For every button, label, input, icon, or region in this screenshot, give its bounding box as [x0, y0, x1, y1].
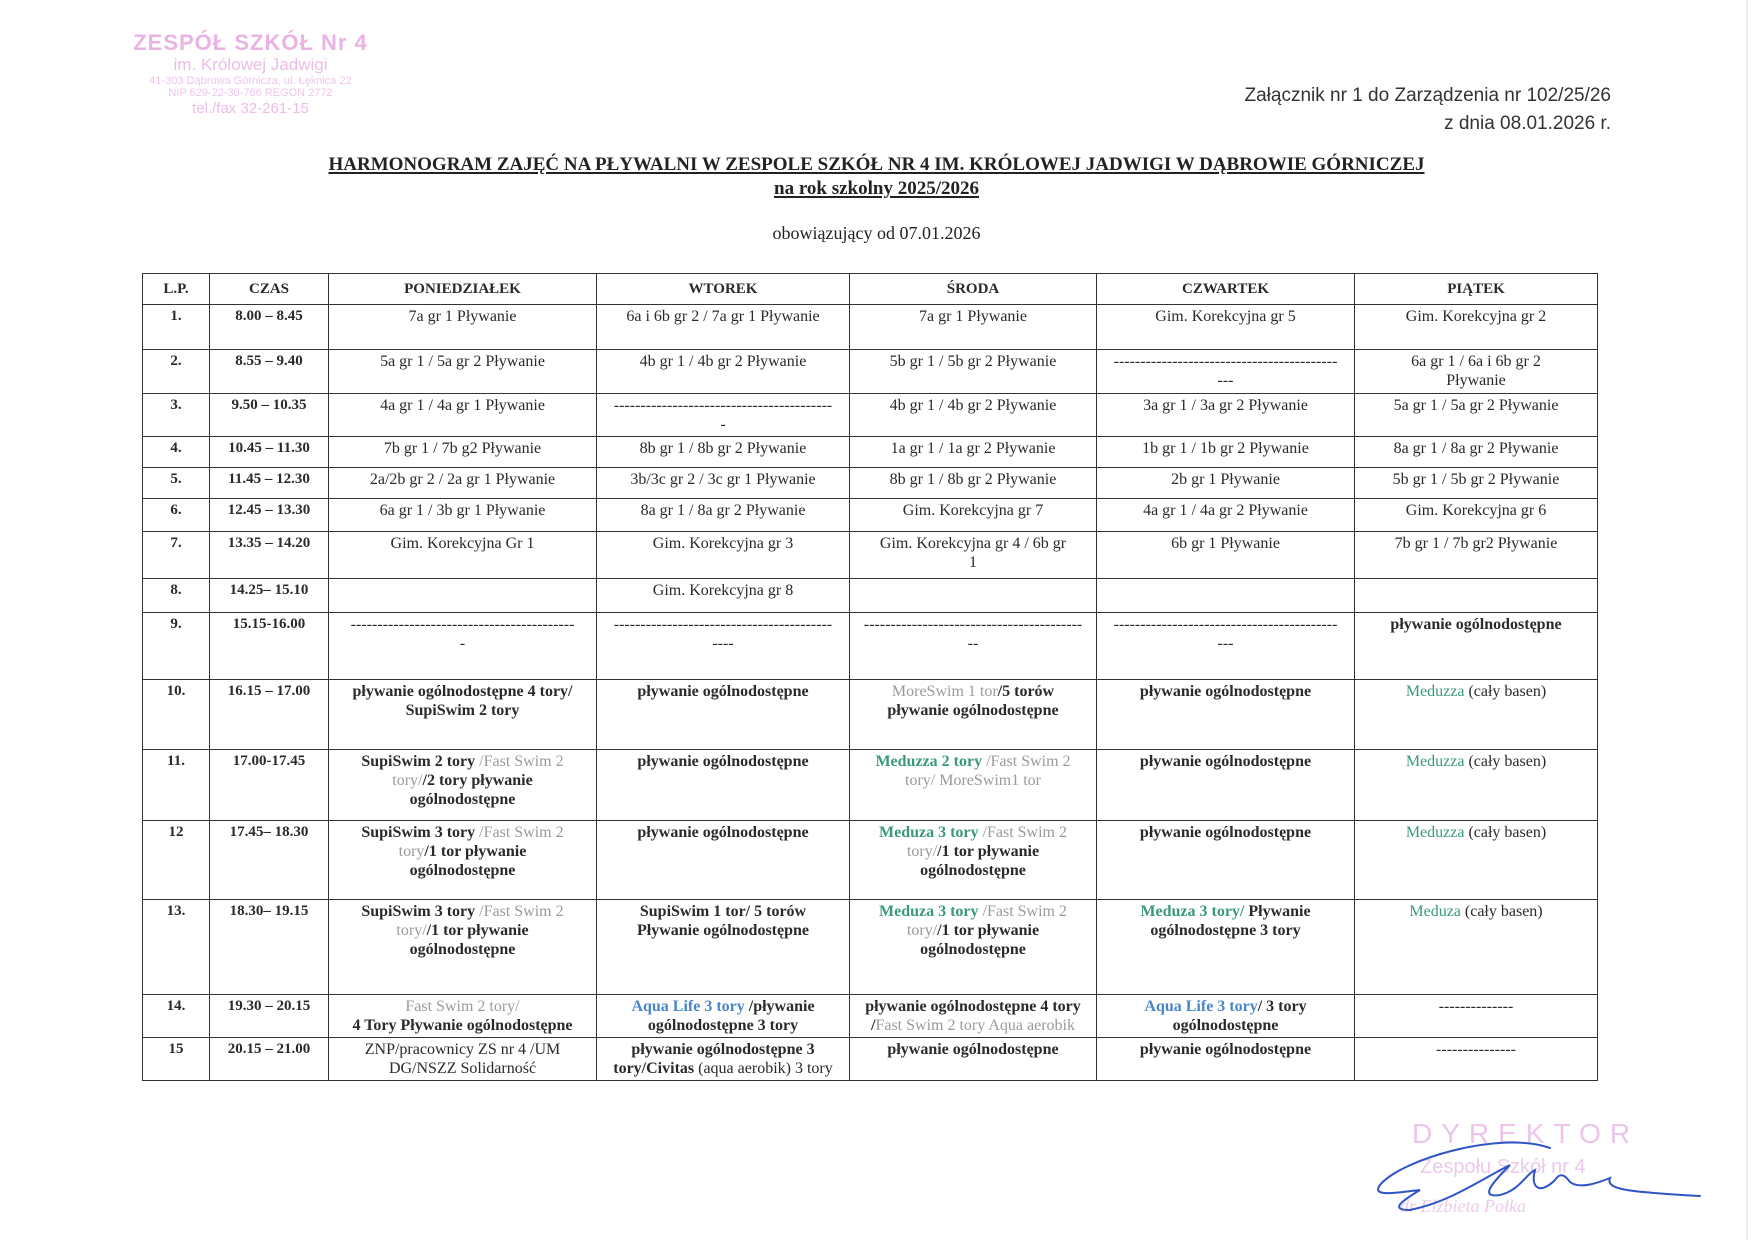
cell-text: -----------------------------------------: [613, 616, 833, 633]
table-row: [143, 613, 1598, 680]
cell-wtorek: [597, 350, 850, 394]
cell-text: Gim. Korekcyjna gr 2: [1405, 308, 1547, 325]
cell-poniedzialek: [329, 394, 597, 437]
cell-text: /1 tor pływanie: [424, 843, 527, 860]
cell-text: Meduza 3 tory: [879, 824, 983, 841]
cell-text: -: [459, 635, 466, 652]
cell-text: (cały basen): [1464, 824, 1547, 841]
cell-text: ------------------------------------------: [1113, 616, 1338, 633]
cell-text: /1 tor pływanie: [937, 843, 1040, 860]
cell-poniedzialek: [329, 579, 597, 613]
cell-text: Pływanie: [1244, 903, 1311, 920]
cell-text: Gim. Korekcyjna gr 7: [902, 502, 1044, 519]
row-time: 10.45 – 11.30: [210, 437, 329, 468]
cell-text: -: [720, 416, 726, 433]
table-row: [143, 499, 1598, 532]
cell-piatek: [1355, 613, 1598, 680]
cell-text: Meduza: [1409, 903, 1461, 920]
cell-wtorek: [597, 750, 850, 821]
cell-text: ogólnodostępne: [1172, 1017, 1279, 1034]
cell-piatek: [1355, 305, 1598, 350]
cell-wtorek: [597, 613, 850, 680]
stamp-line-2: im. Królowej Jadwigi: [173, 55, 328, 75]
header-sroda: ŚRODA: [850, 274, 1097, 305]
cell-text: /Fast Swim 2: [982, 824, 1067, 841]
cell-sroda: [850, 350, 1097, 394]
cell-text: ---: [1217, 635, 1234, 652]
cell-piatek: [1355, 1038, 1598, 1081]
cell-czwartek: [1097, 305, 1355, 350]
cell-text: pływanie ogólnodostępne 3: [631, 1041, 815, 1058]
cell-text: 6b gr 1 Pływanie: [1171, 535, 1280, 552]
cell-text: tory/ MoreSwim1 tor: [905, 772, 1041, 789]
cell-text: pływanie ogólnodostępne: [1139, 683, 1312, 700]
cell-poniedzialek: [329, 532, 597, 579]
table-row: [143, 437, 1598, 468]
cell-sroda: [850, 437, 1097, 468]
cell-czwartek: [1097, 1038, 1355, 1081]
header-poniedzialek: PONIEDZIAŁEK: [329, 274, 597, 305]
cell-text: /Fast Swim 2: [986, 753, 1071, 770]
cell-sroda: [850, 394, 1097, 437]
cell-czwartek: [1097, 821, 1355, 900]
cell-text: 2a/2b gr 2 / 2a gr 1 Pływanie: [369, 471, 556, 488]
cell-text: SupiSwim 3 tory: [361, 903, 480, 920]
cell-sroda: [850, 750, 1097, 821]
cell-poniedzialek: [329, 613, 597, 680]
stamp-director-school: Zespołu Szkół nr 4: [1420, 1156, 1586, 1178]
cell-piatek: [1355, 821, 1598, 900]
cell-text: Meduzza 2 tory: [875, 753, 987, 770]
cell-poniedzialek: [329, 750, 597, 821]
cell-piatek: [1355, 750, 1598, 821]
cell-poniedzialek: [329, 821, 597, 900]
table-row: [143, 995, 1598, 1038]
cell-text: ZNP/pracownicy ZS nr 4 /UM: [364, 1041, 561, 1058]
cell-czwartek: [1097, 680, 1355, 750]
header-lp: L.P.: [143, 274, 210, 305]
row-number: 10.: [143, 680, 210, 750]
stamp-line-5: tel./fax 32-261-15: [192, 100, 309, 118]
row-time: 15.15-16.00: [210, 613, 329, 680]
row-time: 8.55 – 9.40: [210, 350, 329, 394]
header-piatek: PIĄTEK: [1355, 274, 1598, 305]
table-row: [143, 579, 1598, 613]
cell-text: /Fast Swim 2: [479, 753, 564, 770]
cell-czwartek: [1097, 613, 1355, 680]
cell-text: Aqua Life 3 tory: [631, 998, 749, 1015]
cell-sroda: [850, 613, 1097, 680]
row-time: 16.15 – 17.00: [210, 680, 329, 750]
cell-text: pływanie ogólnodostępne: [1139, 753, 1312, 770]
header-czwartek: CZWARTEK: [1097, 274, 1355, 305]
cell-text: Meduzza: [1405, 683, 1465, 700]
cell-text: /1 tor pływanie: [426, 922, 529, 939]
cell-text: tory/: [906, 922, 938, 939]
cell-czwartek: [1097, 750, 1355, 821]
cell-wtorek: [597, 499, 850, 532]
cell-text: ogólnodostępne: [409, 941, 516, 958]
cell-text: pływanie ogólnodostępne: [887, 1041, 1059, 1058]
row-number: 12: [143, 821, 210, 900]
table-row: [143, 468, 1598, 499]
cell-text: pływanie ogólnodostępne: [637, 824, 809, 841]
row-number: 13.: [143, 900, 210, 995]
cell-sroda: [850, 995, 1097, 1038]
cell-sroda: [850, 900, 1097, 995]
cell-text: pływanie ogólnodostępne: [887, 702, 1059, 719]
valid-from: obowiązujący od 07.01.2026: [772, 223, 981, 243]
cell-poniedzialek: [329, 468, 597, 499]
cell-text: ------------------------------------------: [350, 616, 575, 633]
cell-piatek: [1355, 437, 1598, 468]
cell-text: --------------: [1438, 998, 1514, 1015]
cell-text: /Fast Swim 2: [479, 824, 564, 841]
school-stamp: [128, 30, 373, 117]
cell-sroda: [850, 1038, 1097, 1081]
row-number: 15: [143, 1038, 210, 1081]
cell-text: /2 tory pływanie: [422, 772, 533, 789]
row-number: 14.: [143, 995, 210, 1038]
cell-sroda: [850, 821, 1097, 900]
cell-text: pływanie ogólnodostępne: [1139, 1041, 1312, 1058]
cell-text: tory/: [906, 843, 938, 860]
cell-text: 7b gr 1 / 7b gr2 Pływanie: [1394, 535, 1558, 552]
cell-poniedzialek: [329, 350, 597, 394]
row-time: 14.25– 15.10: [210, 579, 329, 613]
row-time: 17.45– 18.30: [210, 821, 329, 900]
cell-czwartek: [1097, 499, 1355, 532]
cell-text: ------------------------------------------: [1113, 353, 1338, 370]
signature-block: [1360, 1110, 1720, 1230]
cell-text: 8b gr 1 / 8b gr 2 Pływanie: [889, 471, 1057, 488]
cell-wtorek: [597, 437, 850, 468]
cell-wtorek: [597, 532, 850, 579]
cell-text: ogólnodostępne 3 tory: [647, 1017, 799, 1034]
table-row: [143, 680, 1598, 750]
cell-wtorek: [597, 468, 850, 499]
cell-text: tory/: [392, 772, 423, 789]
cell-czwartek: [1097, 394, 1355, 437]
cell-sroda: [850, 532, 1097, 579]
cell-text: Gim. Korekcyjna gr 5: [1155, 308, 1296, 325]
cell-text: SupiSwim 3 tory: [361, 824, 480, 841]
annex-line-2: z dnia 08.01.2026 r.: [1444, 113, 1611, 134]
cell-text: (aqua aerobik) 3 tory: [698, 1060, 833, 1077]
row-number: 11.: [143, 750, 210, 821]
cell-piatek: [1355, 680, 1598, 750]
cell-text: Gim. Korekcyjna gr 3: [652, 535, 794, 552]
cell-text: DG/NSZZ Solidarność: [388, 1060, 537, 1077]
header-czas: CZAS: [210, 274, 329, 305]
cell-poniedzialek: [329, 437, 597, 468]
cell-text: Gim. Korekcyjna Gr 1: [390, 535, 535, 552]
row-number: 8.: [143, 579, 210, 613]
cell-text: (cały basen): [1464, 753, 1547, 770]
cell-text: 6a i 6b gr 2 / 7a gr 1 Pływanie: [626, 308, 820, 325]
cell-text: 2b gr 1 Pływanie: [1171, 471, 1280, 488]
cell-text: 4a gr 1 / 4a gr 2 Pływanie: [1143, 502, 1308, 519]
cell-poniedzialek: [329, 1038, 597, 1081]
cell-wtorek: [597, 821, 850, 900]
cell-text: tory: [398, 843, 425, 860]
cell-text: Meduza 3 tory: [879, 903, 983, 920]
cell-czwartek: [1097, 437, 1355, 468]
cell-text: 3b/3c gr 2 / 3c gr 1 Pływanie: [630, 471, 816, 488]
cell-text: Fast Swim 2 tory/: [405, 998, 520, 1015]
cell-text: Meduzza: [1405, 824, 1465, 841]
cell-text: SupiSwim 2 tory: [405, 702, 520, 719]
cell-piatek: [1355, 995, 1598, 1038]
cell-text: tory/: [396, 922, 427, 939]
cell-text: pływanie ogólnodostępne: [1139, 824, 1312, 841]
annex-note: [1245, 82, 1612, 138]
cell-text: 4 Tory Pływanie ogólnodostępne: [352, 1017, 573, 1034]
cell-text: --: [967, 635, 979, 652]
cell-text: 4a gr 1 / 4a gr 1 Pływanie: [380, 397, 545, 414]
schedule-table: [142, 273, 1598, 1081]
cell-text: 6a gr 1 / 3b gr 1 Pływanie: [379, 502, 546, 519]
cell-sroda: [850, 305, 1097, 350]
table-row: [143, 821, 1598, 900]
cell-piatek: [1355, 468, 1598, 499]
cell-text: 5a gr 1 / 5a gr 2 Pływanie: [380, 353, 545, 370]
row-number: 1.: [143, 305, 210, 350]
cell-text: Gim. Korekcyjna gr 8: [652, 582, 794, 599]
cell-text: Aqua Life 3 tory: [1144, 998, 1258, 1015]
cell-piatek: [1355, 579, 1598, 613]
cell-text: ogólnodostępne: [409, 791, 516, 808]
cell-text: /pływanie: [748, 998, 815, 1015]
cell-text: 1: [969, 554, 977, 571]
cell-poniedzialek: [329, 305, 597, 350]
cell-text: pływanie ogólnodostępne: [1390, 616, 1562, 633]
cell-text: 5b gr 1 / 5b gr 2 Pływanie: [889, 353, 1057, 370]
row-time: 19.30 – 20.15: [210, 995, 329, 1038]
cell-text: 6a gr 1 / 6a i 6b gr 2: [1411, 353, 1541, 370]
cell-text: /5 torów: [997, 683, 1055, 700]
cell-text: ogólnodostępne: [920, 862, 1026, 879]
cell-text: ---------------: [1436, 1041, 1516, 1058]
stamp-line-1: ZESPÓŁ SZKÓŁ Nr 4: [133, 30, 368, 55]
document-title: [0, 153, 1753, 201]
header-wtorek: WTOREK: [597, 274, 850, 305]
cell-piatek: [1355, 499, 1598, 532]
table-row: [143, 350, 1598, 394]
row-number: 4.: [143, 437, 210, 468]
cell-text: 5b gr 1 / 5b gr 2 Pływanie: [1392, 471, 1560, 488]
cell-wtorek: [597, 995, 850, 1038]
cell-text: Pływanie: [1446, 372, 1506, 389]
cell-sroda: [850, 680, 1097, 750]
cell-wtorek: [597, 900, 850, 995]
cell-czwartek: [1097, 579, 1355, 613]
cell-text: 7b gr 1 / 7b g2 Pływanie: [383, 440, 542, 457]
cell-piatek: [1355, 900, 1598, 995]
cell-text: (cały basen): [1464, 683, 1547, 700]
row-time: 20.15 – 21.00: [210, 1038, 329, 1081]
cell-czwartek: [1097, 900, 1355, 995]
cell-text: 3a gr 1 / 3a gr 2 Pływanie: [1143, 397, 1308, 414]
row-number: 7.: [143, 532, 210, 579]
row-time: 8.00 – 8.45: [210, 305, 329, 350]
stamp-line-4: NIP 629-22-30-766 REGON 2772: [168, 87, 333, 100]
cell-text: SupiSwim 2 tory: [361, 753, 480, 770]
cell-text: /Fast Swim 2: [479, 903, 564, 920]
stamp-director-name: dr Elżbieta Połka: [1400, 1196, 1526, 1216]
cell-wtorek: [597, 305, 850, 350]
cell-text: Fast Swim 2 tory Aqua aerobik: [875, 1017, 1075, 1034]
cell-text: (cały basen): [1460, 903, 1543, 920]
cell-sroda: [850, 468, 1097, 499]
cell-text: 7a gr 1 Pływanie: [408, 308, 517, 325]
cell-text: pływanie ogólnodostępne: [637, 753, 809, 770]
cell-piatek: [1355, 532, 1598, 579]
row-time: 13.35 – 14.20: [210, 532, 329, 579]
cell-text: /1 tor pływanie: [937, 922, 1040, 939]
cell-text: tory/Civitas: [613, 1060, 699, 1077]
stamp-line-3: 41-303 Dąbrowa Górnicza, ul. Łęknica 22: [149, 74, 352, 87]
row-number: 5.: [143, 468, 210, 499]
cell-text: Gim. Korekcyjna gr 4 / 6b gr: [879, 535, 1067, 552]
cell-text: -----------------------------------------: [613, 397, 833, 414]
cell-text: Gim. Korekcyjna gr 6: [1405, 502, 1547, 519]
cell-text: /Fast Swim 2: [982, 903, 1067, 920]
table-row: [143, 900, 1598, 995]
cell-czwartek: [1097, 995, 1355, 1038]
row-number: 9.: [143, 613, 210, 680]
table-header-row: [143, 274, 1598, 305]
cell-text: / 3 tory: [1257, 998, 1307, 1015]
cell-wtorek: [597, 394, 850, 437]
cell-text: /: [871, 1017, 876, 1034]
table-row: [143, 394, 1598, 437]
cell-text: MoreSwim 1 tor: [891, 683, 998, 700]
cell-text: Meduzza: [1405, 753, 1465, 770]
cell-text: ---: [1217, 372, 1234, 389]
cell-poniedzialek: [329, 900, 597, 995]
cell-text: Pływanie ogólnodostępne: [636, 922, 809, 939]
table-row: [143, 1038, 1598, 1081]
cell-text: ----: [712, 635, 734, 652]
cell-text: pływanie ogólnodostępne 4 tory/: [352, 683, 573, 700]
cell-text: 5a gr 1 / 5a gr 2 Pływanie: [1393, 397, 1559, 414]
stamp-director-title: DYREKTOR: [1412, 1118, 1640, 1149]
cell-poniedzialek: [329, 995, 597, 1038]
row-time: 12.45 – 13.30: [210, 499, 329, 532]
cell-text: 1a gr 1 / 1a gr 2 Pływanie: [890, 440, 1056, 457]
row-time: 9.50 – 10.35: [210, 394, 329, 437]
cell-wtorek: [597, 579, 850, 613]
cell-text: SupiSwim 1 tor/ 5 torów: [639, 903, 807, 920]
cell-text: ogólnodostępne: [920, 941, 1026, 958]
title-line-2: na rok szkolny 2025/2026: [774, 178, 979, 199]
table-row: [143, 305, 1598, 350]
table-row: [143, 532, 1598, 579]
row-time: 17.00-17.45: [210, 750, 329, 821]
cell-czwartek: [1097, 468, 1355, 499]
cell-text: 8a gr 1 / 8a gr 2 Pływanie: [1393, 440, 1559, 457]
cell-poniedzialek: [329, 680, 597, 750]
cell-czwartek: [1097, 350, 1355, 394]
cell-text: 8a gr 1 / 8a gr 2 Pływanie: [640, 502, 806, 519]
row-number: 2.: [143, 350, 210, 394]
cell-text: 4b gr 1 / 4b gr 2 Pływanie: [889, 397, 1057, 414]
cell-sroda: [850, 499, 1097, 532]
cell-text: ogólnodostępne 3 tory: [1150, 922, 1301, 939]
cell-text: ogólnodostępne: [409, 862, 516, 879]
row-number: 3.: [143, 394, 210, 437]
cell-text: 8b gr 1 / 8b gr 2 Pływanie: [639, 440, 807, 457]
handwritten-signature: [1360, 1110, 1720, 1230]
cell-text: pływanie ogólnodostępne: [637, 683, 809, 700]
cell-poniedzialek: [329, 499, 597, 532]
cell-text: -----------------------------------------: [863, 616, 1083, 633]
cell-czwartek: [1097, 532, 1355, 579]
table-row: [143, 750, 1598, 821]
cell-text: Meduza 3 tory/: [1140, 903, 1245, 920]
row-time: 18.30– 19.15: [210, 900, 329, 995]
cell-wtorek: [597, 1038, 850, 1081]
row-time: 11.45 – 12.30: [210, 468, 329, 499]
cell-text: pływanie ogólnodostępne 4 tory: [865, 998, 1081, 1015]
cell-wtorek: [597, 680, 850, 750]
cell-text: 7a gr 1 Pływanie: [919, 308, 1027, 325]
cell-sroda: [850, 579, 1097, 613]
cell-piatek: [1355, 394, 1598, 437]
cell-text: 4b gr 1 / 4b gr 2 Pływanie: [639, 353, 807, 370]
title-line-1: HARMONOGRAM ZAJĘĆ NA PŁYWALNI W ZESPOLE SZKÓŁ NR 4 IM. KRÓLOWEJ JADWIGI W DĄBROWIE GÓRNICZEJ: [328, 154, 1425, 175]
cell-piatek: [1355, 350, 1598, 394]
row-number: 6.: [143, 499, 210, 532]
annex-line-1: Załącznik nr 1 do Zarządzenia nr 102/25/26: [1244, 85, 1611, 106]
cell-text: 1b gr 1 / 1b gr 2 Pływanie: [1142, 440, 1309, 457]
